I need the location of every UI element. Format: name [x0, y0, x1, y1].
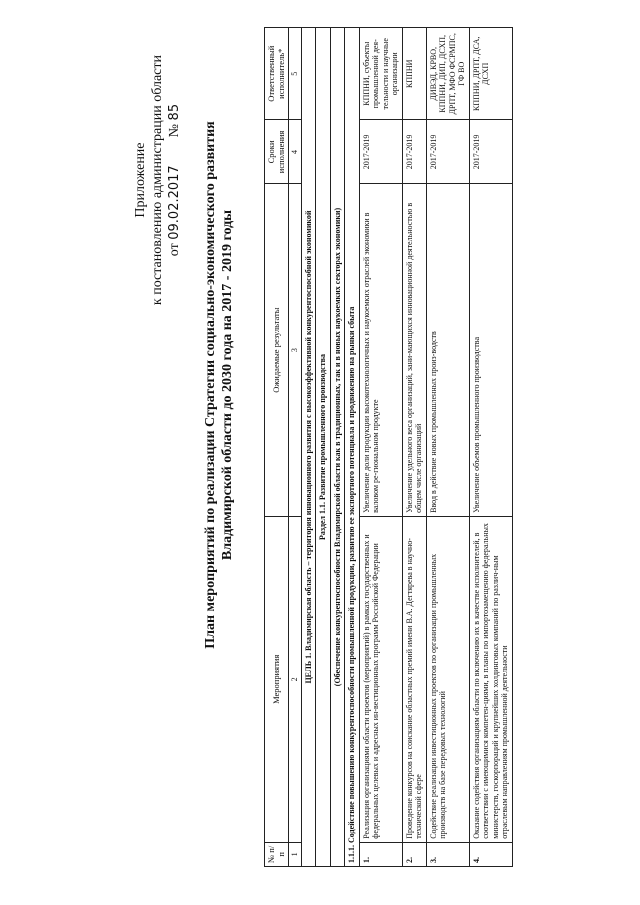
row-result: Увеличение объемов промышленного производства — [469, 184, 512, 517]
appendix-block — [132, 55, 183, 305]
plan-table — [264, 27, 513, 867]
date-prefix: от — [167, 243, 182, 257]
table-row — [426, 28, 469, 867]
header-executor: Ответственный исполнитель* — [265, 28, 289, 121]
row-executor: КППНИ, ДРПТ, ДСА, ДСХП — [469, 28, 512, 121]
column-number: 3 — [289, 184, 302, 517]
appendix-order-line — [166, 55, 183, 305]
row-executor: ДИВЭД, КРВО, КППНИ, ДИП, ДСХП, ДРПТ, МФО ФСРМПС, ГФ ВО — [426, 28, 469, 121]
row-result: Ввод в действие новых промышленных произ-водств — [426, 184, 469, 517]
row-number: 2. — [402, 842, 426, 866]
column-number: 2 — [289, 516, 302, 842]
row-number: 4. — [469, 842, 512, 866]
title-line1: План мероприятий по реализации Стратегии социально-экономического развития — [203, 121, 218, 649]
row-measure: Реализация организациями области проектов (мероприятий) в рамках государственных и федеральных целевых и адресных ин-вестиционных программ Российской Федерации — [359, 516, 402, 842]
row-number: 3. — [426, 842, 469, 866]
row-number: 1. — [359, 842, 402, 866]
row-measure: Содействие реализации инвестиционных проектов по организации промышленных производств на базе передовых технологий — [426, 516, 469, 842]
table-row — [359, 28, 402, 867]
section-note: (Обеспечение конкурентоспособности Владимирской области как в традиционных, так и в новых наукоемких секторах экономики) — [330, 28, 345, 867]
number-prefix: № — [167, 123, 182, 138]
row-measure: Оказание содействия организациям области по включению их в качестве исполнителей, в соответствии с имеющимися компетен-циями, в планы по импортозамещению федеральных министерств, госкорпораций и крупнейших холдинговых компаний по различ-ным отраслевым направлениям промышленной деятельности — [469, 516, 512, 842]
row-executor: КППНИ, субъекты промышленной дея-тельности и научные организации — [359, 28, 402, 121]
table-header-row — [265, 28, 289, 867]
task-row — [345, 28, 360, 867]
table-row — [402, 28, 426, 867]
goal-text: ЦЕЛЬ 1. Владимирская область – территория инновационного развития с высокоэффективной конкурентоспособной экономикой — [301, 28, 316, 867]
document-title — [202, 55, 236, 715]
row-measure: Проведение конкурсов на соискание областных премий имени В.А. Дегтярева в научно-технической сфере — [402, 516, 426, 842]
row-result: Увеличение удельного веса организаций, зани-мающихся инновационной деятельностью в общем числе организаций — [402, 184, 426, 517]
goal-row — [301, 28, 316, 867]
column-number: 4 — [289, 120, 302, 184]
header-terms: Сроки исполнения — [265, 120, 289, 184]
header-num: № п/п — [265, 842, 289, 866]
appendix-line1: к постановлению администрации области — [150, 55, 165, 306]
task-text: 1.1.1. Содействие повышению конкурентоспособности промышленной продукции, развитию ее экспортного потенциала и продвижению на рынки сбыта — [345, 28, 360, 867]
row-term: 2017-2019 — [359, 120, 402, 184]
order-number: 85 — [167, 103, 182, 121]
order-date: 09.02.2017 — [167, 165, 182, 240]
table-row — [469, 28, 512, 867]
row-term: 2017-2019 — [402, 120, 426, 184]
header-results: Ожидаемые результаты — [265, 184, 289, 517]
column-number: 1 — [289, 842, 302, 866]
header-measures: Мероприятия — [265, 516, 289, 842]
row-term: 2017-2019 — [469, 120, 512, 184]
section-title: Раздел 1.1. Развитие промышленного производства — [316, 28, 331, 867]
appendix-title: Приложение — [133, 142, 148, 218]
row-executor: КППНИ — [402, 28, 426, 121]
title-line2: Владимирской области до 2030 года на 2017 - 2019 годы — [220, 209, 235, 561]
row-result: Увеличение доли продукции высокотехнологичных и наукоемких отраслей экономики в валовом ре-гиональном продукте — [359, 184, 402, 517]
row-term: 2017-2019 — [426, 120, 469, 184]
section-note-row — [330, 28, 345, 867]
rotated-document — [14, 25, 614, 885]
column-number: 5 — [289, 28, 302, 121]
column-numbers-row — [289, 28, 302, 867]
section-row — [316, 28, 331, 867]
